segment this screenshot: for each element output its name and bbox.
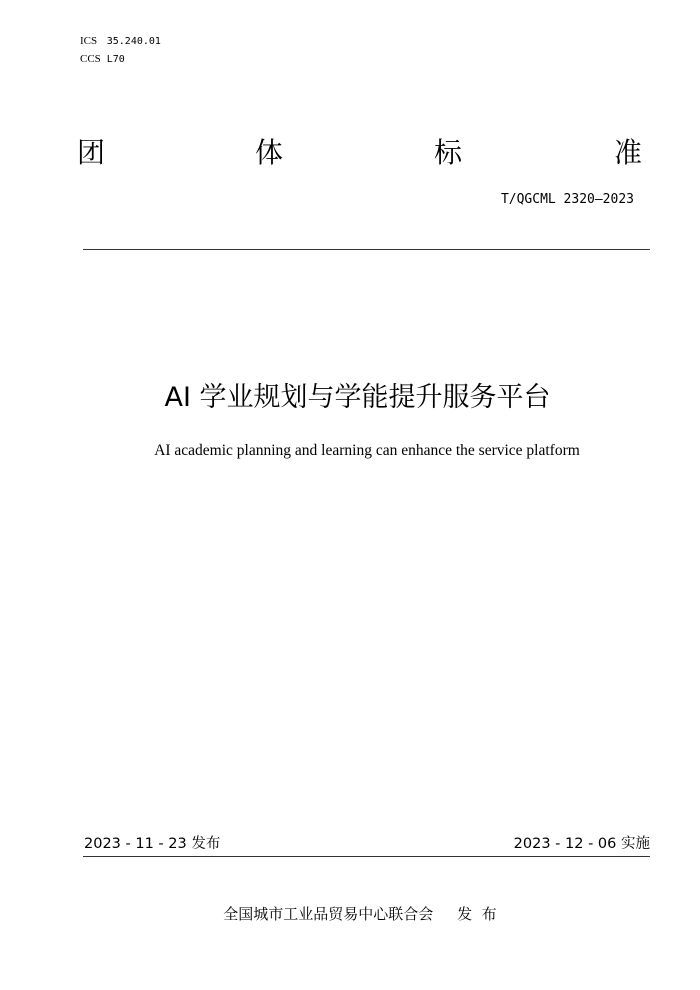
publish-date: 2023 - 11 - 23 发布 bbox=[84, 836, 221, 852]
ics-code: 35.240.01 bbox=[106, 36, 161, 47]
title-chinese: AI 学业规划与学能提升服务平台 bbox=[164, 382, 551, 413]
standard-type-char-2: 体 bbox=[255, 136, 284, 169]
top-divider bbox=[83, 249, 650, 250]
ccs-line bbox=[80, 52, 125, 67]
standard-type-char-1: 团 bbox=[77, 136, 106, 169]
title-english: AI academic planning and learning can enhance the service platform bbox=[154, 442, 580, 459]
standard-type-char-3: 标 bbox=[434, 136, 463, 169]
publisher: 全国城市工业品贸易中心联合会 发 布 bbox=[223, 905, 497, 923]
standard-number: T/QGCML 2320—2023 bbox=[500, 192, 634, 207]
implement-date: 2023 - 12 - 06 实施 bbox=[513, 836, 650, 852]
ics-label: ICS bbox=[80, 35, 98, 47]
ccs-label: CCS bbox=[80, 53, 101, 65]
ics-line bbox=[80, 34, 161, 49]
ccs-code: L70 bbox=[106, 54, 125, 65]
standard-type-char-4: 准 bbox=[614, 136, 643, 169]
bottom-divider bbox=[83, 856, 650, 857]
